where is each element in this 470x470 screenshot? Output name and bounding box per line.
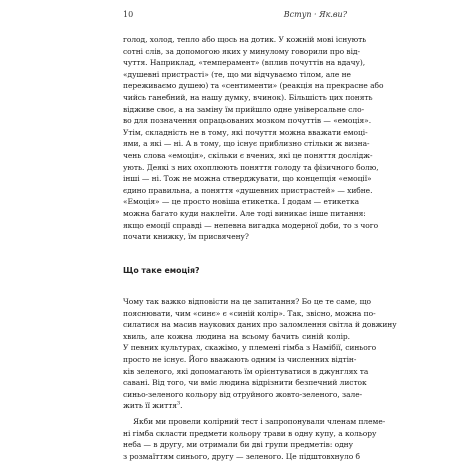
running-title: Вступ · Як.ви? [283,10,347,19]
text-line: во для позначення опрацьованих мозком почуттів — «емоція». [123,116,372,126]
text-line: жить її життя$^3$. [123,400,183,411]
paragraph-1 [123,34,384,243]
text-line: савані. Від того, чи вміє людина відрізнити безпечний листок [123,378,367,388]
page-number: 10 [123,10,134,19]
text-line: чень слова «емоція», скільки є вчених, які це поняття дослідж- [123,150,373,160]
text-line: просто не існує. Його вважають одним із численних відтін- [123,354,357,364]
paragraph-2 [123,296,397,412]
sentence-end: . [180,401,183,411]
text-line: переживаємо душею) та «сентименти» (реакція на прекрасне або [123,81,384,91]
text-line: Якби ми провели колірний тест і запропонували членам племе- [133,417,386,426]
text-line: чийсь ганебний, на нашу думку, вчинок). Більшість цих понять [123,92,373,102]
text-line: сотні слів, за допомогою яких у минулому говорили про від- [123,46,360,56]
text-line: голод, холод, тепло або щось на дотик. У кожній мові існують [123,35,367,44]
text-line: якщо емоції справді — непевна вигадка модерної доби, то з чого [123,220,379,230]
text-line: інші — ні. Тож не можна стверджувати, що концепція «емоції» [123,174,372,184]
text-line: У певних культурах, скажімо, у племені гімба з Намібії, синього [123,343,377,353]
text-line: Чому так важко відповісти на це запитання? Бо це те саме, що [123,297,371,306]
text-line: хвиль, але кожна людина на всьому бачить синій колір. [123,331,350,341]
text-line: ують. Деякі з них охоплюють поняття голоду та фізичного болю, [123,162,379,172]
text-line: чуття. Наприклад, «темперамент» (вплив почуттів на вдачу), [123,58,366,68]
text-line: єдино правильна, а поняття «душевних пристрастей» — хибне. [123,185,373,195]
running-head [123,10,347,22]
text-line: ні гімба скласти предмети кольору трави в одну купу, а кольору [123,428,377,438]
text-line: Утім, складність не в тому, які почуття можна вважати емоці- [123,127,368,137]
text-line: неба — в другу, ми отримали би дві групи предметів: одну [123,440,353,450]
paragraph-3 [123,416,386,462]
text-line: з розмаїттям синього, другу — зеленого. Це підштовхнуло б [123,451,360,461]
text-line: синьо-зеленого кольору від отруйного жовто-зеленого, зале- [123,389,363,399]
section-heading: Що таке емоція? [123,266,200,275]
text-line: «душевні пристрасті» (те, що ми відчуваємо тілом, але не [123,69,351,79]
text-line: «Емоція» — це просто новіша етикетка. І додам — етикетка [123,197,360,207]
text-line: силатися на масив наукових даних про заломлення світла й довжину [123,320,397,330]
text-line: пояснювати, чим «синє» є «синій колір». Так, звісно, можна по- [123,308,376,318]
text-line: відживе своє, а на заміну їм прийшло одне універсальне сло- [123,104,365,114]
text-line: ями, а які — ні. А в тому, що існує приблизно стільки ж визна- [123,139,370,149]
text-line: можна багато куди наклеїти. Але тоді виникає інше питання: [123,208,366,218]
footnote-marker[interactable]: 3 [176,400,181,407]
text-line: ків зеленого, які допомагають їм орієнтуватися в джунглях та [123,366,369,376]
text-line: почати книжку, їм присвячену? [123,232,249,242]
